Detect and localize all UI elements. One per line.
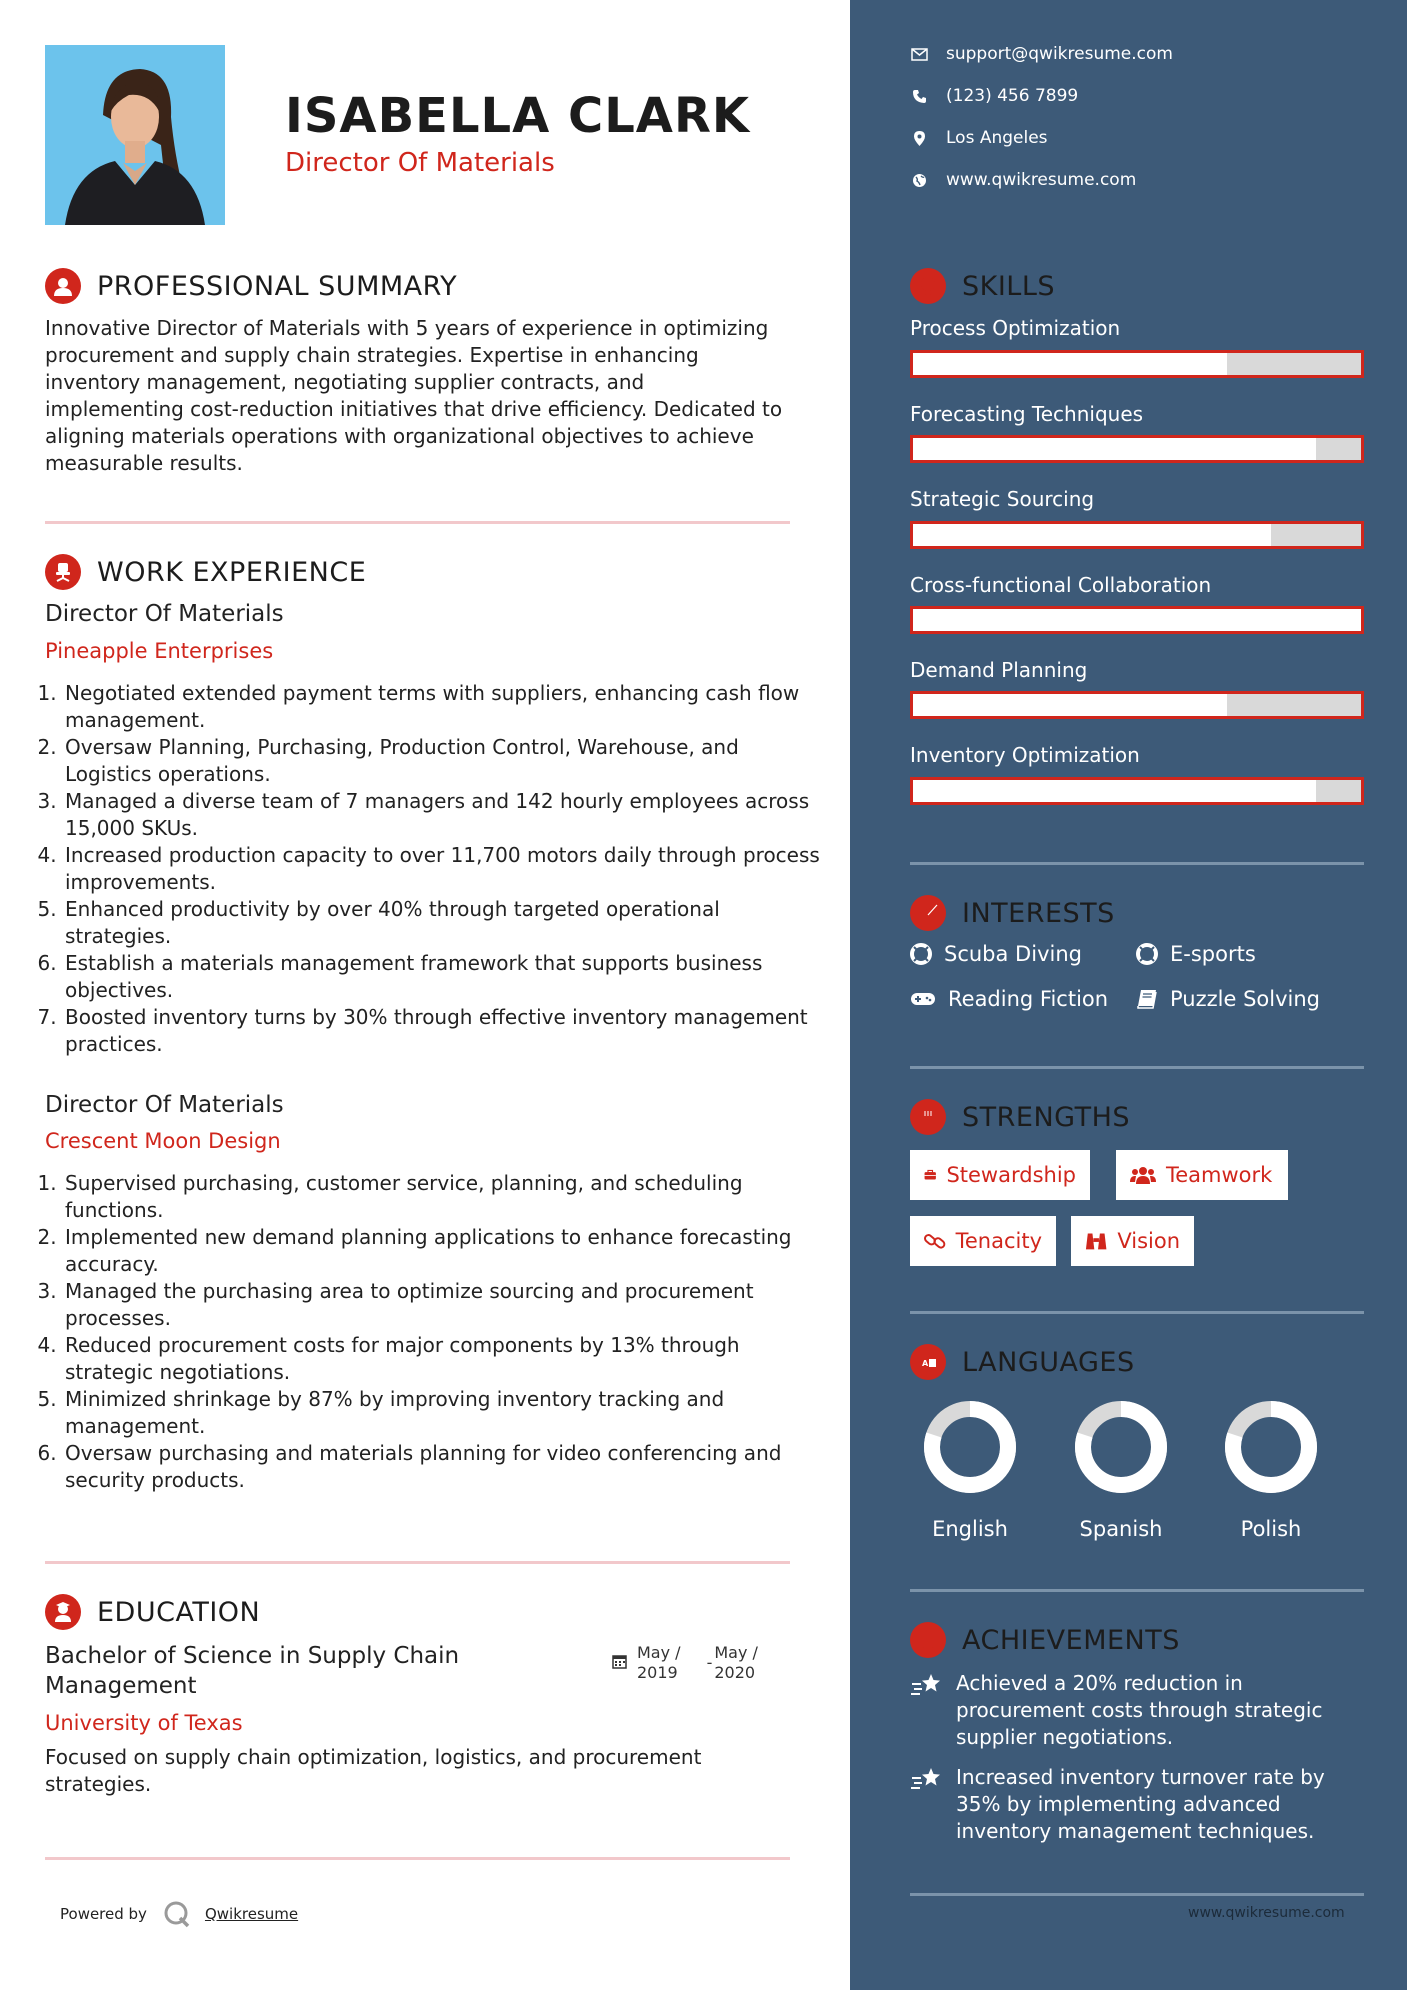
skill-fill [913,609,1361,631]
school-name: University of Texas [45,1711,243,1735]
interest-item [1136,987,1320,1011]
user-icon [45,268,81,304]
list-item: 3. Managed the purchasing area to optimize sourcing and procurement processes. [63,1278,823,1332]
divider [910,1893,1364,1896]
strength-label: Teamwork [1166,1163,1273,1187]
list-item: 5. Enhanced productivity by over 40% through targeted operational strategies. [63,896,823,950]
briefcase-icon [924,1166,936,1184]
skill-bar [910,435,1364,463]
candidate-title: Director Of Materials [285,148,555,178]
strength-label: Tenacity [955,1229,1042,1253]
powered-by-label: Powered by [60,1905,147,1923]
list-item: 1. Negotiated extended payment terms with suppliers, enhancing cash flow management. [63,680,823,734]
achievement-item [910,1670,1360,1751]
skill-bar [910,691,1364,719]
book-icon [1136,988,1158,1010]
contact-location [910,128,1048,148]
contact-location-text: Los Angeles [946,128,1048,148]
powered-by [60,1900,298,1928]
divider [45,521,790,524]
list-item: 1. Supervised purchasing, customer service, planning, and scheduling functions. [63,1170,823,1224]
skill-bar [910,350,1364,378]
translate-icon [910,1344,946,1380]
skill-fill [913,353,1227,375]
list-item: 2. Oversaw Planning, Purchasing, Production Control, Warehouse, and Logistics operations. [63,734,823,788]
list-item: 3. Managed a diverse team of 7 managers and 142 hourly employees across 15,000 SKUs. [63,788,823,842]
language-ring [920,1397,1020,1497]
section-title: STRENGTHS [962,1101,1131,1133]
interest-label: Puzzle Solving [1170,987,1320,1011]
language-label: Spanish [1079,1517,1163,1541]
section-title: INTERESTS [962,897,1115,929]
list-item: 7. Boosted inventory turns by 30% through effective inventory management practices. [63,1004,823,1058]
degree-line: Bachelor of Science in Supply Chain [45,1643,460,1669]
divider [910,1589,1364,1592]
skills-heading [910,268,1055,304]
section-title: ACHIEVEMENTS [962,1624,1180,1656]
skill-bar [910,521,1364,549]
shooting-star-icon [910,1766,944,1792]
contact-website-text[interactable]: www.qwikresume.com [946,170,1137,190]
link-icon [924,1230,946,1252]
divider [45,1857,790,1860]
binoculars-icon [1085,1230,1107,1252]
language-ring [1221,1397,1321,1497]
interest-label: E-sports [1170,942,1256,966]
globe-icon [912,173,927,188]
language-item [1066,1397,1176,1541]
achievement-text: Achieved a 20% reduction in procurement costs through strategic supplier negotiations. [956,1671,1323,1749]
phone-icon [912,89,927,104]
qwikresume-logo-icon [163,1900,191,1928]
lifebuoy-icon [1136,943,1158,965]
interest-item [910,987,1108,1011]
summary-text: Innovative Director of Materials with 5 years of experience in optimizing procurement and supply chain strategies. Expertise in enhancing inventory management, negotiating supplier contracts, and implementing cost-reduction initiatives that drive efficiency. Dedicated to aligning materials operations with organizational objectives to achieve measurable results. [45,316,783,475]
job-bullets [38,1170,823,1494]
users-icon [1130,1165,1156,1185]
interest-item [1136,942,1256,966]
section-title: SKILLS [962,270,1056,302]
skill-label: Cross-functional Collaboration [910,573,1212,597]
strength-label: Vision [1117,1229,1180,1253]
contact-website [910,170,1136,190]
experience-heading [45,554,366,590]
interest-label: Reading Fiction [948,987,1109,1011]
list-item: 4. Reduced procurement costs for major components by 13% through strategic negotiations. [63,1332,823,1386]
skill-bar [910,777,1364,805]
job-company: Crescent Moon Design [45,1129,281,1153]
skill-label: Forecasting Techniques [910,402,1144,426]
contact-email-text[interactable]: support@qwikresume.com [946,44,1173,64]
footer-website[interactable]: www.qwikresume.com [1188,1905,1345,1921]
strength-badge [1116,1150,1288,1200]
strength-badge [1071,1216,1194,1266]
skill-label: Inventory Optimization [910,743,1140,767]
candidate-name: ISABELLA CLARK [285,88,751,144]
interests-heading [910,895,1115,931]
strength-label: Stewardship [946,1163,1076,1187]
language-label: English [932,1517,1008,1541]
education-description: Focused on supply chain optimization, logistics, and procurement strategies. [45,1745,702,1796]
date-part: 2020 [714,1663,756,1682]
date-part: May / [637,1643,681,1662]
graduate-icon [45,1594,81,1630]
paper-plane-icon [910,895,946,931]
contact-phone-text[interactable]: (123) 456 7899 [946,86,1079,106]
divider [910,1066,1364,1069]
section-title: WORK EXPERIENCE [97,556,367,588]
map-marker-icon [914,131,925,146]
degree-title [45,1641,459,1701]
section-title: EDUCATION [97,1596,261,1628]
lifebuoy-icon [910,943,932,965]
list-item: 4. Increased production capacity to over 11,700 motors daily through process improvements. [63,842,823,896]
skill-fill [913,694,1227,716]
section-title: PROFESSIONAL SUMMARY [97,270,458,302]
strength-badge [910,1216,1056,1266]
skill-fill [913,780,1316,802]
skill-fill [913,438,1316,460]
profile-photo [45,45,225,225]
strength-badge [910,1150,1090,1200]
list-item: 6. Oversaw purchasing and materials planning for video conferencing and security products. [63,1440,823,1494]
summary-heading [45,268,457,304]
skill-label: Demand Planning [910,658,1088,682]
divider [910,1311,1364,1314]
list-item: 2. Implemented new demand planning applications to enhance forecasting accuracy. [63,1224,823,1278]
gamepad-icon [910,990,936,1008]
office-chair-icon [45,554,81,590]
job-role: Director Of Materials [45,601,284,627]
language-item [915,1397,1025,1541]
education-date [612,1643,758,1683]
star-badge-icon [910,1622,946,1658]
contact-phone [910,86,1078,106]
interest-label: Scuba Diving [944,942,1082,966]
degree-line: Management [45,1673,197,1699]
date-part: May / [714,1643,758,1662]
calendar-icon [612,1654,627,1669]
lightbulb-icon [910,268,946,304]
fist-icon [910,1099,946,1135]
language-item [1216,1397,1326,1541]
envelope-icon [911,48,928,61]
section-title: LANGUAGES [962,1346,1135,1378]
achievement-text: Increased inventory turnover rate by 35% by implementing advanced inventory management techniques. [956,1765,1325,1843]
contact-email [910,44,1173,64]
language-label: Polish [1240,1517,1302,1541]
list-item: 6. Establish a materials management framework that supports business objectives. [63,950,823,1004]
list-item: 5. Minimized shrinkage by 87% by improving inventory tracking and management. [63,1386,823,1440]
strengths-heading [910,1099,1130,1135]
language-ring [1071,1397,1171,1497]
date-separator: - [706,1653,713,1672]
languages-heading [910,1344,1135,1380]
skill-label: Process Optimization [910,316,1121,340]
divider [45,1561,790,1564]
education-date-start [637,1643,681,1683]
date-part: 2019 [637,1663,678,1682]
qwikresume-link[interactable]: Qwikresume [204,1905,299,1923]
education-heading [45,1594,260,1630]
achievement-item [910,1764,1360,1845]
skill-bar [910,606,1364,634]
interest-item [910,942,1082,966]
skill-fill [913,524,1271,546]
job-bullets [38,680,823,1058]
achievements-heading [910,1622,1180,1658]
divider [910,862,1364,865]
job-company: Pineapple Enterprises [45,639,274,663]
shooting-star-icon [910,1672,944,1698]
job-role: Director Of Materials [45,1092,284,1118]
education-date-end [714,1643,758,1683]
skill-label: Strategic Sourcing [910,487,1095,511]
svg-text:A: A [922,1359,929,1368]
